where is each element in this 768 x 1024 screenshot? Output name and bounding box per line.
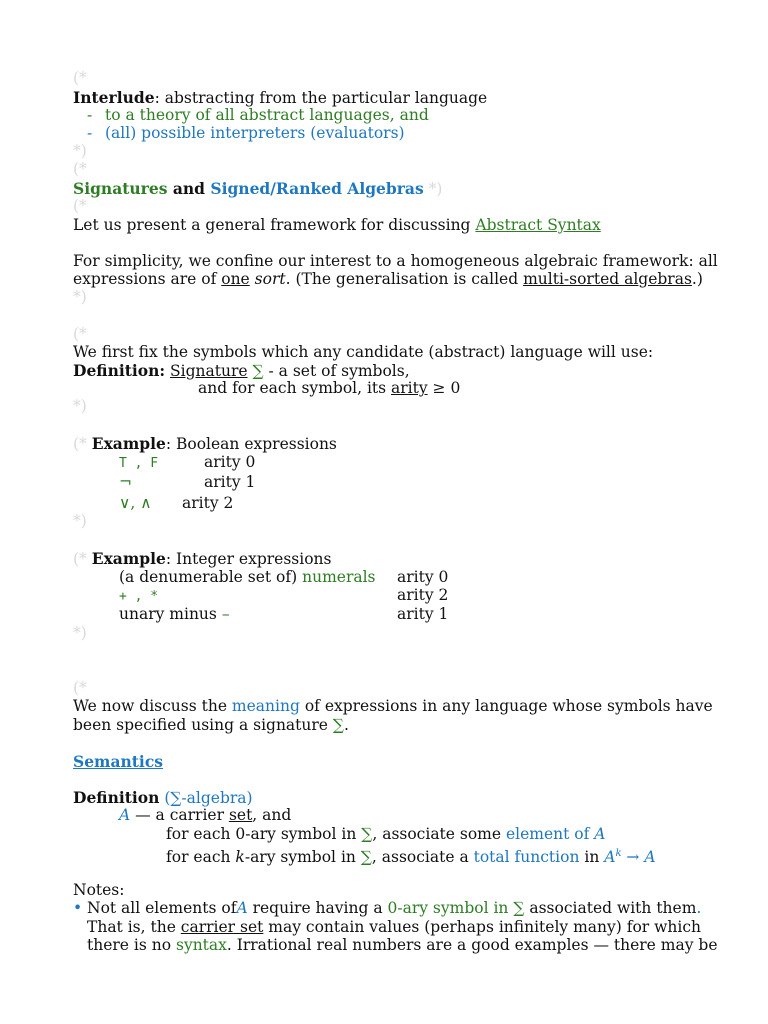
example-integer-heading: (* Example: Integer expressions [73,549,332,568]
example-label: Example [91,549,166,568]
interlude-item-2: (all) possible interpreters (evaluators) [105,124,405,142]
bool-arity-1: arity 1 [204,473,256,491]
comment-close: *) [73,624,87,642]
one-underlined: one [221,270,250,288]
total-function-term: total function [473,848,580,867]
zero-ary-symbol-term: 0-ary symbol in ∑ [387,899,525,917]
int-arity-2: arity 2 [397,586,449,604]
bool-symbol-tf: T , F [119,456,159,471]
definition-signature-line-2: and for each symbol, its arity ≥ 0 [198,379,461,397]
sigma-symbol: ∑ [252,362,264,380]
sigma-symbol: ∑ [332,716,344,734]
function-signature: $A^k \to A$ [604,848,656,867]
interlude-line [73,88,487,108]
sigma-symbol: ∑ [361,825,373,843]
framework-line [73,216,601,235]
comment-open: (* [73,325,87,343]
carrier-A: A [119,806,131,824]
comment-open: (* [73,550,87,568]
simplicity-line-1: For simplicity, we confine our interest to a homogeneous algebraic framework: all [73,252,718,270]
comment-open: (* [73,679,87,697]
simplicity-line-2: expressions are of one sort. (The generalisation is called multi-sorted algebras.) [73,270,703,288]
int-arity-0: arity 0 [397,568,449,586]
comment-close: *) [428,180,443,198]
example-boolean-heading: (* Example: Boolean expressions [73,434,337,453]
set-term: set [228,806,253,824]
arity-term: arity [391,379,428,397]
note-line-3: there is no syntax. Irrational real numbers are a good examples — there may be [87,936,718,954]
note-line-1: • Not all elements ofA require having a 0-ary symbol in ∑ associated with them. [73,899,702,917]
bullet-icon: • [73,899,83,917]
heading-algebras: Signed/Ranked Algebras [210,179,424,198]
carrier-line: A — a carrier set, and [119,806,292,824]
interlude-title: Interlude [73,88,155,107]
comment-close: *) [73,397,87,415]
example-label: Example [91,434,166,453]
bool-arity-0: arity 0 [204,453,256,471]
meaning-line-1: We now discuss the meaning of expressions in any language whose symbols have [73,697,713,715]
sigma-algebra-term: (∑-algebra) [159,789,253,807]
bool-symbol-not: ¬ [119,473,132,491]
meaning-term: meaning [231,697,300,715]
semantics-link[interactable]: Semantics [73,752,163,771]
interlude-rest: : abstracting from the particular language [154,89,488,107]
abstract-syntax-link[interactable]: Abstract Syntax [475,216,601,234]
section-heading-signatures [73,179,442,199]
sort-italic: sort [254,270,286,288]
definition-label: Definition [73,788,160,807]
comment-open: (* [73,197,87,215]
note-line-2: That is, the carrier set may contain values (perhaps infinitely many) for which [87,918,702,936]
int-arity-1: arity 1 [397,605,449,623]
meaning-line-2: been specified using a signature ∑. [73,716,349,734]
int-row-numerals: (a denumerable set of) numerals [119,568,376,586]
comment-close: *) [73,512,87,530]
definition-sigma-algebra [73,788,253,808]
notes-label: Notes: [73,881,125,899]
int-symbol-plus-times: + , * [119,589,159,604]
numerals-term: numerals [302,568,376,586]
comment-open: (* [73,69,87,87]
comment-open: (* [73,160,87,178]
heading-and: and [167,179,211,198]
comment-close: *) [73,142,87,160]
zero-ary-line: for each 0-ary symbol in ∑, associate some element of A [166,825,606,843]
element-of-term: element of [505,825,595,843]
multi-sorted-term: multi-sorted algebras [523,270,692,288]
dash-bullet: - [87,124,93,142]
interlude-item-1: to a theory of all abstract languages, and [105,106,429,124]
minus-symbol: – [221,605,230,623]
heading-signatures: Signatures [73,179,168,198]
signature-term: Signature [170,362,248,380]
carrier-set-term: carrier set [180,918,264,936]
k-ary-line: for each k-ary symbol in ∑, associate a total function in $A^k \to A$ [166,848,656,867]
definition-label: Definition: [73,361,166,380]
comment-open: (* [73,435,87,453]
dash-bullet: - [87,106,93,124]
list-item [87,124,405,143]
list-item [87,106,429,125]
framework-text: Let us present a general framework for discussing [73,216,476,234]
bool-symbol-or-and: ∨, ∧ [119,494,152,512]
comment-close: *) [73,288,87,306]
fix-symbols-line: We first fix the symbols which any candidate (abstract) language will use: [73,343,654,361]
syntax-term: syntax [175,936,227,954]
int-row-unary-minus: unary minus – [119,605,230,623]
bool-arity-2: arity 2 [182,494,234,512]
sigma-symbol: ∑ [360,848,372,867]
semantics-heading[interactable] [73,752,163,772]
definition-signature: Definition: Signature ∑ - a set of symbols, [73,361,410,380]
